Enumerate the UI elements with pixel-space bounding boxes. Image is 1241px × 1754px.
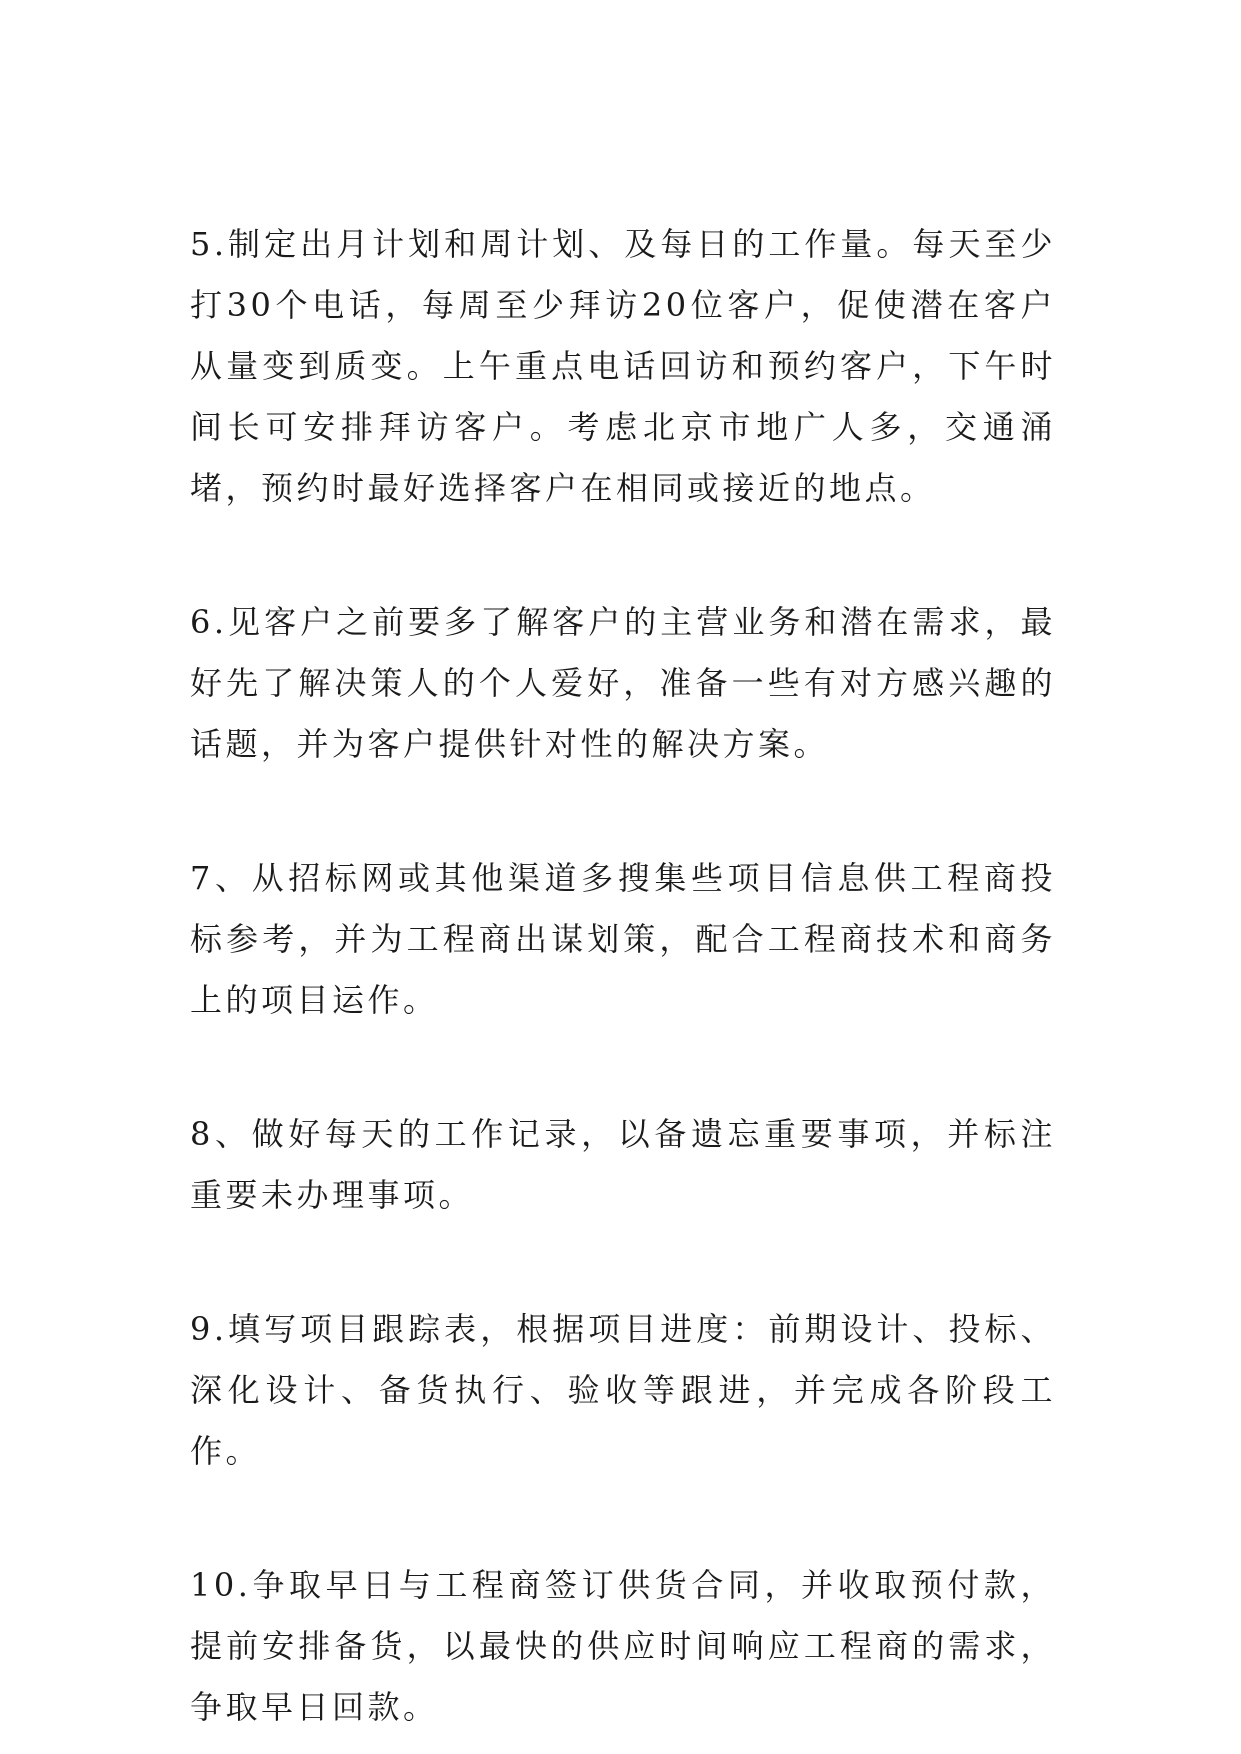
paragraph-item-10: 10.争取早日与工程商签订供货合同，并收取预付款，提前安排备货，以最快的供应时间响应工程商的需求，争取早日回款。 [190,1566,1056,1726]
document-body [190,214,1056,1738]
paragraph-item-9: 9.填写项目跟踪表，根据项目进度：前期设计、投标、深化设计、备货执行、验收等跟进，并完成各阶段工作。 [190,1310,1056,1470]
paragraph-item-7: 7、从招标网或其他渠道多搜集些项目信息供工程商投标参考，并为工程商出谋划策，配合工程商技术和商务上的项目运作。 [190,859,1056,1019]
paragraph-item-5: 5.制定出月计划和周计划、及每日的工作量。每天至少打30个电话，每周至少拜访20位客户，促使潜在客户从量变到质变。上午重点电话回访和预约客户，下午时间长可安排拜访客户。考虑北京市地广人多，交通涌堵，预约时最好选择客户在相同或接近的地点。 [190,225,1056,507]
paragraph-item-6: 6.见客户之前要多了解客户的主营业务和潜在需求，最好先了解决策人的个人爱好，准备一些有对方感兴趣的话题，并为客户提供针对性的解决方案。 [190,603,1056,763]
paragraph-item-8: 8、做好每天的工作记录，以备遗忘重要事项，并标注重要未办理事项。 [190,1115,1056,1214]
